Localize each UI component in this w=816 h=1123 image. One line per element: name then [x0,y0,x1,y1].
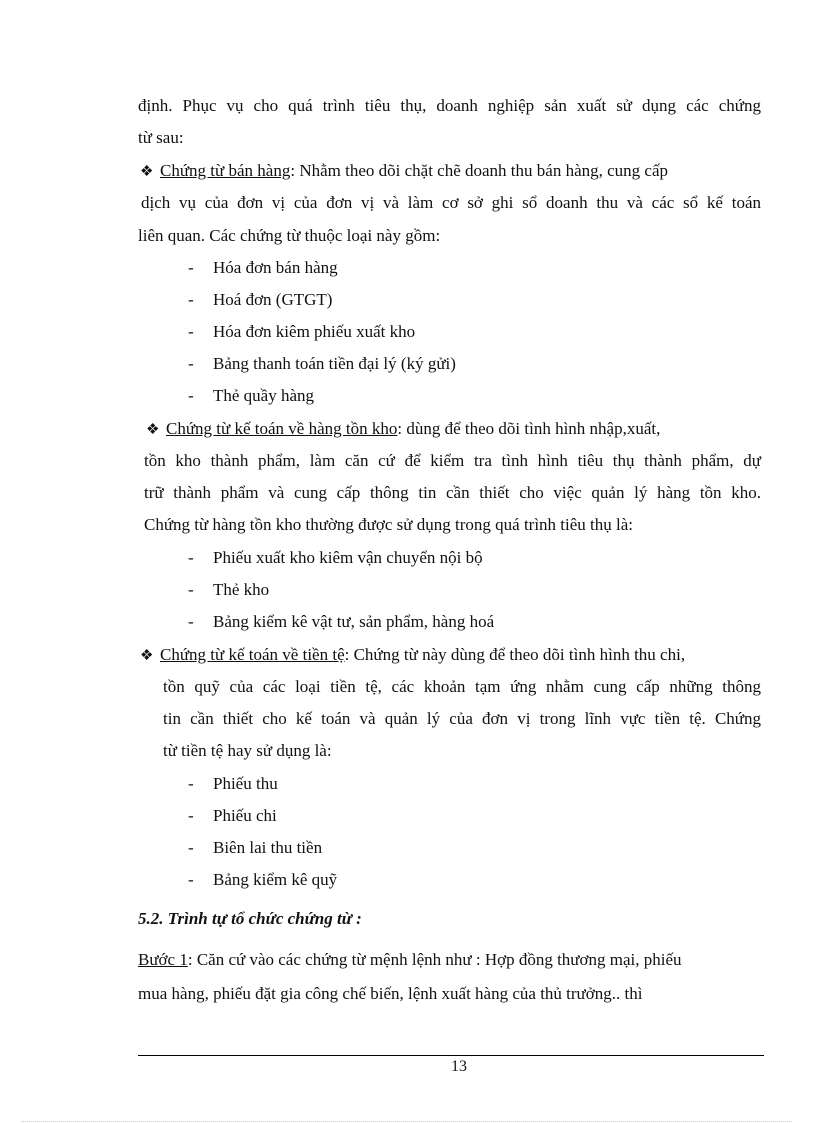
list-item: Biên lai thu tiền [213,838,323,857]
list-item: Bảng kiểm kê quỹ [213,870,338,889]
section-1-line-2: dịch vụ của đơn vị của đơn vị và làm cơ sở ghi sổ doanh thu và các sổ kế toán [141,193,761,212]
list-item: Hoá đơn (GTGT) [213,290,333,309]
page-number: 13 [451,1058,467,1075]
list-dash: - [188,258,194,277]
list-dash: - [188,354,194,373]
section-2-line-3: trữ thành phẩm và cung cấp thông tin cần thiết cho việc quản lý hàng tồn kho. [144,483,761,502]
step-1-line-2: mua hàng, phiếu đặt gia công chế biến, lệnh xuất hàng của thủ trưởng.. thì [138,984,643,1003]
list-item: Thẻ kho [213,580,270,599]
list-dash: - [188,386,194,405]
section-3-line-2: tồn quỹ của các loại tiền tệ, các khoản tạm ứng nhằm cung cấp những thông [163,677,761,696]
list-dash: - [188,548,194,567]
section-1-line-1: : Nhằm theo dõi chặt chẽ doanh thu bán hàng, cung cấp [290,161,669,180]
section-heading: 5.2. Trình tự tổ chức chứng từ : [138,909,362,928]
step-1-label: Bước 1 [138,950,188,969]
section-1-line-3: liên quan. Các chứng từ thuộc loại này gồm: [138,226,441,245]
list-item: Hóa đơn kiêm phiếu xuất kho [213,322,416,341]
list-dash: - [188,870,194,889]
diamond-bullet-icon: ❖ [140,648,154,664]
list-dash: - [188,612,194,631]
list-dash: - [188,806,194,825]
section-3-line-4: từ tiền tệ hay sử dụng là: [163,741,332,760]
list-dash: - [188,838,194,857]
section-3-line-3: tin cần thiết cho kế toán và quản lý của đơn vị trong lĩnh vực tiền tệ. Chứng [163,709,761,728]
page-bottom-divider [22,1121,792,1122]
section-1-title: Chứng từ bán hàng [160,161,291,180]
list-dash: - [188,774,194,793]
diamond-bullet-icon: ❖ [140,164,154,180]
intro-line-2: từ sau: [138,128,184,147]
section-2-line-4: Chứng từ hàng tồn kho thường được sử dụng trong quá trình tiêu thụ là: [144,515,634,534]
section-2-line-1: : dùng để theo dõi tình hình nhập,xuất, [397,419,661,438]
list-item: Phiếu thu [213,774,278,793]
intro-line-1: định. Phục vụ cho quá trình tiêu thụ, doanh nghiệp sản xuất sử dụng các chứng [138,96,761,115]
section-3-title: Chứng từ kế toán về tiền tệ [160,645,345,664]
step-1-line-1-container [138,949,761,971]
section-2-line-2: tồn kho thành phẩm, làm căn cứ để kiểm tra tình hình tiêu thụ thành phẩm, dự [144,451,761,470]
list-item: Thẻ quầy hàng [213,386,315,405]
list-item: Bảng thanh toán tiền đại lý (ký gửi) [213,354,456,373]
diamond-bullet-icon: ❖ [146,422,160,438]
list-item: Hóa đơn bán hàng [213,258,338,277]
list-dash: - [188,580,194,599]
list-dash: - [188,290,194,309]
list-item: Bảng kiểm kê vật tư, sản phẩm, hàng hoá [213,612,495,631]
list-item: Phiếu chi [213,806,277,825]
list-item: Phiếu xuất kho kiêm vận chuyển nội bộ [213,548,483,567]
section-2-first-line [146,418,766,441]
section-3-first-line [140,644,766,667]
section-2-title: Chứng từ kế toán về hàng tồn kho [166,419,398,438]
list-dash: - [188,322,194,341]
step-1-line-1: : Căn cứ vào các chứng từ mệnh lệnh như : Hợp đồng thương mại, phiếu [187,950,682,969]
section-1-first-line [140,160,768,183]
footer-rule [138,1055,764,1056]
section-3-line-1: : Chứng từ này dùng để theo dõi tình hình thu chi, [344,645,686,664]
